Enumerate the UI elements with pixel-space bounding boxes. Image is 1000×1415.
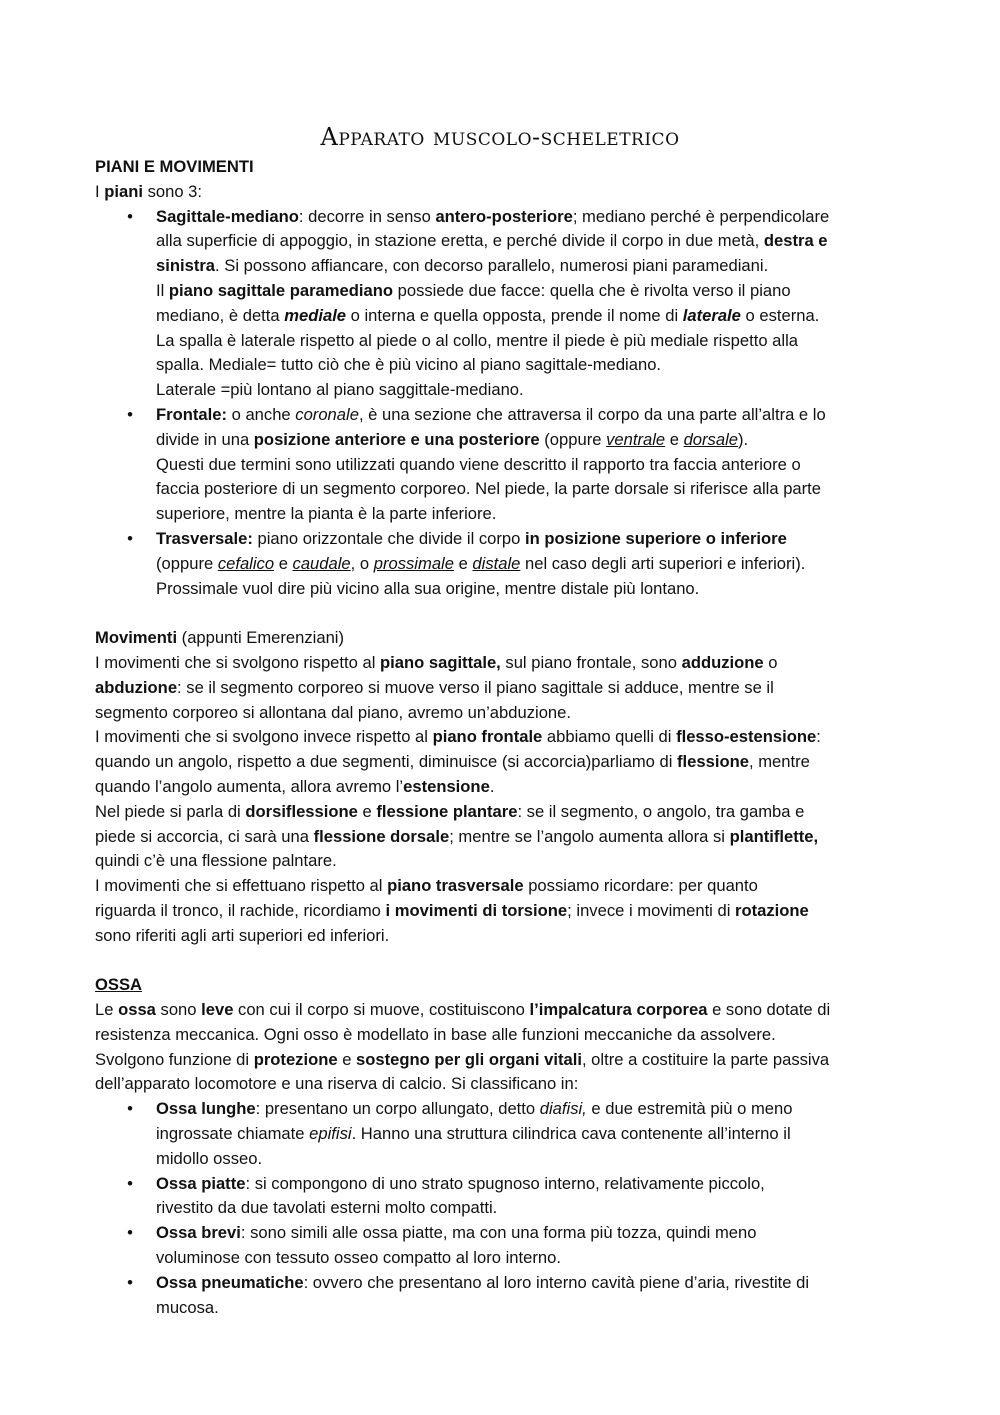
piani-intro: [95, 180, 915, 205]
text: ; mentre se l’angolo aumenta allora si: [449, 826, 730, 846]
bold-text: plantiflette,: [729, 826, 819, 846]
bold-text: piano sagittale,: [380, 652, 501, 672]
text-line: superiore, mentre la pianta è la parte inferiore.: [156, 504, 497, 524]
text-line: sono riferiti agli arti superiori ed inferiori.: [95, 925, 390, 945]
text: sono 3:: [142, 181, 203, 201]
section-heading-piani: PIANI E MOVIMENTI: [95, 157, 254, 176]
text: : sono simili alle ossa piatte, ma con una forma più tozza, quindi meno: [240, 1223, 757, 1243]
bold-text: leve: [201, 1000, 234, 1020]
text-line: Laterale =più lontano al piano saggittale-mediano.: [156, 380, 524, 400]
bullet-icon: •: [127, 206, 133, 226]
underlined-italic-text: cefalico: [217, 553, 275, 573]
bold-text: adduzione: [681, 652, 764, 672]
text: . Si possono affiancare, con decorso parallelo, numerosi piani paramediani.: [215, 256, 769, 276]
underlined-italic-text: distale: [472, 553, 521, 573]
text-line: resistenza meccanica. Ogni osso è modellato in base alle funzioni meccaniche da assolvere.: [95, 1024, 776, 1044]
text: possiamo ricordare: per quanto: [523, 876, 758, 896]
text: con cui il corpo si muove, costituiscono: [233, 1000, 530, 1020]
text-line: midollo osseo.: [156, 1148, 263, 1168]
text: quando l’angolo aumenta, allora avremo l’: [95, 776, 404, 796]
text: , mentre: [748, 752, 810, 772]
bold-text: ossa: [118, 1000, 156, 1020]
text: e: [274, 553, 293, 573]
bold-text: destra e: [763, 231, 828, 251]
text: , oltre a costituire la parte passiva: [581, 1049, 830, 1069]
text: Svolgono funzione di: [95, 1049, 254, 1069]
bold-italic-text: mediale: [284, 305, 347, 325]
text: Nel piede si parla di: [95, 801, 246, 821]
bold-text: sinistra: [156, 256, 216, 276]
text: : se il segmento corporeo si muove verso il piano sagittale si adduce, mentre se il: [177, 677, 774, 697]
bold-text: flessione plantare: [376, 801, 518, 821]
text: .: [489, 776, 495, 796]
text: nel caso degli arti superiori e inferiori).: [520, 553, 806, 573]
text: e: [665, 429, 684, 449]
text: quando un angolo, rispetto a due segmenti, diminuisce (si accorcia)parliamo di: [95, 752, 678, 772]
italic-text: coronale: [295, 404, 359, 424]
page-title: Apparato muscolo-scheletrico: [320, 123, 680, 151]
text-line: voluminose con tessuto osseo compatto al loro interno.: [156, 1248, 561, 1268]
bold-text: dorsiflessione: [245, 801, 358, 821]
text: (oppure: [156, 553, 218, 573]
text-line: rivestito da due tavolati esterni molto compatti.: [156, 1198, 498, 1218]
term: Trasversale:: [156, 528, 253, 548]
text-line: faccia posteriore di un segmento corporeo. Nel piede, la parte dorsale si riferisce alla parte: [156, 479, 822, 499]
list-item-ossa-brevi: [95, 1221, 915, 1271]
text: mediano, è detta: [156, 305, 285, 325]
term: Frontale:: [156, 404, 227, 424]
text: ; invece i movimenti di: [567, 900, 735, 920]
heading-text: Movimenti: [95, 628, 178, 648]
bold-text: l’impalcatura corporea: [529, 1000, 708, 1020]
bold-text: piano frontale: [432, 727, 543, 747]
text: alla superficie di appoggio, in stazione eretta, e perché divide il corpo in due metà,: [156, 231, 764, 251]
term: Ossa brevi: [156, 1223, 241, 1243]
underlined-italic-text: prossimale: [373, 553, 454, 573]
text-line: mucosa.: [156, 1297, 219, 1317]
bold-text: rotazione: [735, 900, 809, 920]
text: . Hanno una struttura cilindrica cava contenente all’interno il: [351, 1124, 791, 1144]
bullet-icon: •: [127, 1099, 133, 1119]
text: I: [95, 181, 105, 201]
list-item-trasversale: [95, 527, 915, 601]
text: ingrossate chiamate: [156, 1124, 310, 1144]
text: e: [357, 801, 377, 821]
text: e due estremità più o meno: [586, 1099, 793, 1119]
text-line: La spalla è laterale rispetto al piede o al collo, mentre il piede è più mediale rispetto alla: [156, 330, 799, 350]
text-line: Prossimale vuol dire più vicino alla sua origine, mentre distale più lontano.: [156, 578, 700, 598]
bullet-icon: •: [127, 1173, 133, 1193]
text: e sono dotate di: [707, 1000, 831, 1020]
text: (oppure: [539, 429, 607, 449]
bullet-icon: •: [127, 1223, 133, 1243]
list-item-ossa-piatte: [95, 1172, 915, 1222]
text: e: [453, 553, 473, 573]
text: sul piano frontale, sono: [500, 652, 682, 672]
underlined-italic-text: dorsale: [683, 429, 739, 449]
text: piede si accorcia, ci sarà una: [95, 826, 314, 846]
heading-note: (appunti Emerenziani): [177, 628, 345, 648]
term: Sagittale-mediano: [156, 206, 299, 226]
text: piano orizzontale che divide il corpo: [252, 528, 525, 548]
text: o anche: [227, 404, 296, 424]
bold-text: flesso-estensione: [676, 727, 817, 747]
bold-text: estensione: [403, 776, 490, 796]
bold-text: piano sagittale paramediano: [168, 280, 393, 300]
text: : ovvero che presentano al loro interno cavità piene d’aria, rivestite di: [303, 1272, 810, 1292]
bold-text: i movimenti di torsione: [385, 900, 568, 920]
bold-text: posizione anteriore e una posteriore: [253, 429, 540, 449]
bold-text: piano trasversale: [387, 876, 524, 896]
italic-text: epifisi: [309, 1124, 352, 1144]
bold-text: in posizione superiore o inferiore: [525, 528, 787, 548]
text-line: dell’apparato locomotore e una riserva di calcio. Si classificano in:: [95, 1074, 579, 1094]
text: :: [816, 727, 821, 747]
bullet-icon: •: [127, 404, 133, 424]
bold-text: antero-posteriore: [435, 206, 573, 226]
text-line: Questi due termini sono utilizzati quando viene descritto il rapporto tra faccia anteriore o: [156, 454, 801, 474]
document-body: [95, 155, 915, 1320]
text: : se il segmento, o angolo, tra gamba e: [517, 801, 805, 821]
underlined-italic-text: ventrale: [606, 429, 666, 449]
bold-text: abduzione: [95, 677, 178, 697]
bold-text: piani: [104, 181, 143, 201]
bold-text: protezione: [253, 1049, 338, 1069]
text: sono: [155, 1000, 202, 1020]
text: I movimenti che si svolgono invece rispetto al: [95, 727, 433, 747]
text: o interna e quella opposta, prende il nome di: [346, 305, 683, 325]
underlined-italic-text: caudale: [292, 553, 351, 573]
text: , è una sezione che attraversa il corpo da una parte all’altra e lo: [358, 404, 826, 424]
spacer: [95, 601, 915, 626]
section-heading-ossa: OSSA: [95, 975, 143, 995]
text: divide in una: [156, 429, 254, 449]
piani-list: [95, 205, 915, 602]
bullet-icon: •: [127, 528, 133, 548]
ossa-list: [95, 1097, 915, 1320]
text: riguarda il tronco, il rachide, ricordiamo: [95, 900, 386, 920]
list-item-frontale: [95, 403, 915, 527]
bullet-icon: •: [127, 1272, 133, 1292]
text: o: [763, 652, 778, 672]
text: Le: [95, 1000, 119, 1020]
list-item-ossa-lunghe: [95, 1097, 915, 1171]
text: : si compongono di uno strato spugnoso interno, relativamente piccolo,: [245, 1173, 765, 1193]
bold-text: flessione: [677, 752, 749, 772]
bold-text: flessione dorsale: [313, 826, 450, 846]
text: possiede due facce: quella che è rivolta verso il piano: [393, 280, 791, 300]
text: e: [337, 1049, 357, 1069]
text-line: spalla. Mediale= tutto ciò che è più vicino al piano sagittale-mediano.: [156, 355, 662, 375]
list-item-sagittale: [95, 205, 915, 403]
text: : decorre in senso: [298, 206, 436, 226]
text: I movimenti che si svolgono rispetto al: [95, 652, 380, 672]
text-line: quindi c’è una flessione palntare.: [95, 851, 337, 871]
text: abbiamo quelli di: [542, 727, 677, 747]
bold-italic-text: laterale: [682, 305, 741, 325]
section-heading-movimenti: [95, 626, 915, 651]
text: : presentano un corpo allungato, detto: [255, 1099, 540, 1119]
term: Ossa pneumatiche: [156, 1272, 304, 1292]
italic-text: diafisi,: [539, 1099, 587, 1119]
text: ; mediano perché è perpendicolare: [572, 206, 830, 226]
text: o esterna.: [740, 305, 820, 325]
text-line: segmento corporeo si allontana dal piano, avremo un’abduzione.: [95, 702, 572, 722]
term: Ossa lunghe: [156, 1099, 256, 1119]
text: Il: [156, 280, 169, 300]
text: ).: [738, 429, 749, 449]
bold-text: sostegno per gli organi vitali: [356, 1049, 582, 1069]
text: I movimenti che si effettuano rispetto al: [95, 876, 388, 896]
text: , o: [350, 553, 374, 573]
spacer: [95, 949, 915, 974]
term: Ossa piatte: [156, 1173, 246, 1193]
list-item-ossa-pneumatiche: [95, 1271, 915, 1321]
